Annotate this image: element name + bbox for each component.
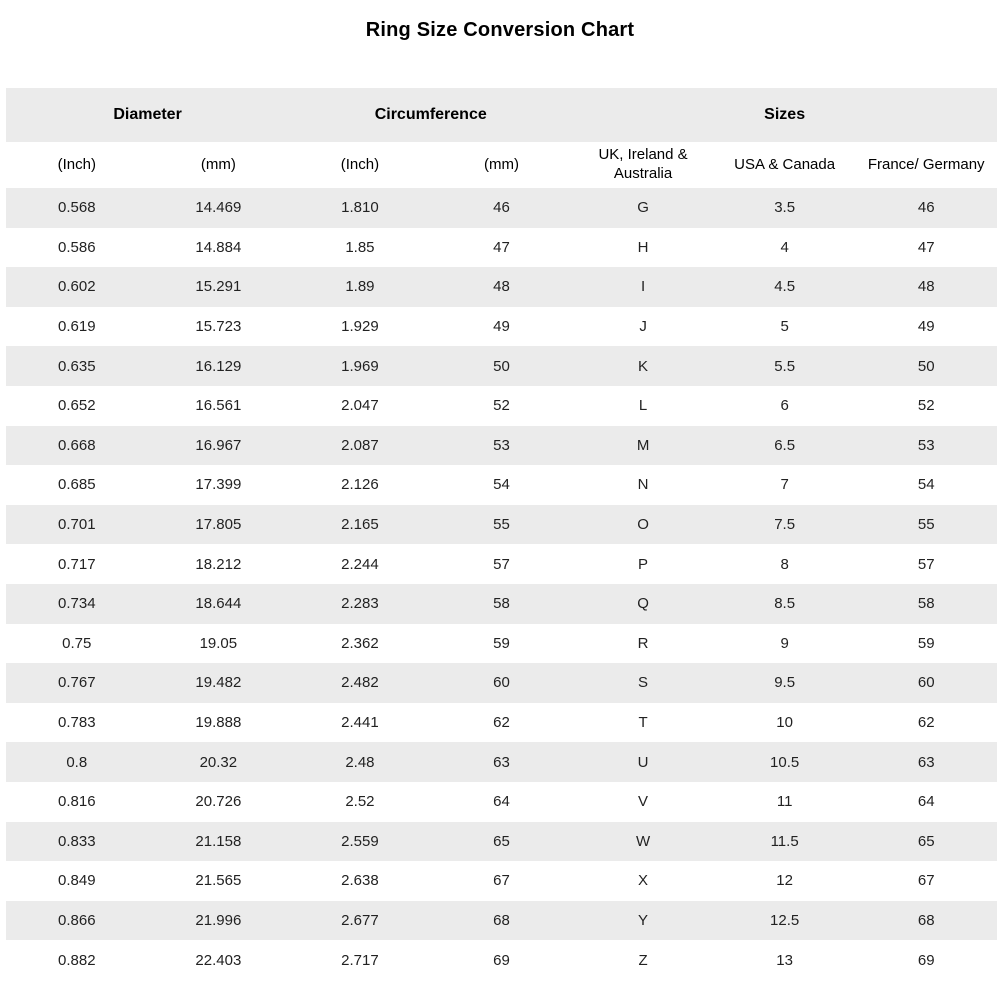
cell-circumference-mm: 65 xyxy=(493,832,510,850)
cell-usa-canada-size: 12 xyxy=(776,872,793,890)
cell-uk-ireland-australia-size: M xyxy=(636,436,650,454)
table-row xyxy=(6,861,997,901)
cell-diameter-mm: 21.565 xyxy=(195,872,242,890)
cell-diameter-mm: 18.212 xyxy=(195,555,242,573)
cell-circumference-inch: 2.677 xyxy=(341,911,379,929)
table-row xyxy=(6,307,997,347)
cell-diameter-mm: 15.723 xyxy=(195,318,242,336)
cell-diameter-inch: 0.816 xyxy=(58,793,96,811)
cell-uk-ireland-australia-size: G xyxy=(637,199,649,217)
cell-usa-canada-size: 12.5 xyxy=(770,911,800,929)
cell-diameter-inch: 0.8 xyxy=(66,753,88,771)
cell-uk-ireland-australia-size: U xyxy=(637,753,649,771)
cell-circumference-mm: 49 xyxy=(493,318,510,336)
cell-diameter-mm: 20.32 xyxy=(199,753,238,771)
table-row xyxy=(6,901,997,941)
cell-uk-ireland-australia-size: L xyxy=(638,397,648,415)
cell-circumference-mm: 62 xyxy=(493,714,510,732)
cell-circumference-mm: 69 xyxy=(493,951,510,969)
table-row xyxy=(6,544,997,584)
cell-diameter-inch: 0.767 xyxy=(58,674,96,692)
cell-diameter-inch: 0.619 xyxy=(58,318,96,336)
cell-usa-canada-size: 5.5 xyxy=(774,357,796,375)
column-header-circumference-inch: (Inch) xyxy=(340,155,380,173)
cell-circumference-mm: 53 xyxy=(493,436,510,454)
cell-circumference-inch: 2.441 xyxy=(341,714,379,732)
cell-uk-ireland-australia-size: K xyxy=(638,357,649,375)
cell-circumference-inch: 2.283 xyxy=(341,595,379,613)
cell-france-germany-size: 55 xyxy=(917,516,935,534)
cell-diameter-inch: 0.717 xyxy=(58,555,96,573)
cell-france-germany-size: 53 xyxy=(917,436,935,454)
cell-circumference-mm: 58 xyxy=(493,595,510,613)
cell-usa-canada-size: 4 xyxy=(780,238,789,256)
group-header-sizes: Sizes xyxy=(764,106,806,123)
cell-france-germany-size: 50 xyxy=(917,357,935,375)
cell-circumference-inch: 2.52 xyxy=(345,793,375,811)
cell-usa-canada-size: 5 xyxy=(780,318,789,336)
cell-circumference-mm: 48 xyxy=(493,278,510,296)
column-header-uk-ireland-australia: UK, Ireland & Australia xyxy=(598,146,688,182)
table-body xyxy=(6,188,997,980)
cell-diameter-inch: 0.833 xyxy=(58,832,96,850)
group-header-diameter: Diameter xyxy=(113,106,182,123)
column-header-circumference-mm: (mm) xyxy=(484,155,519,173)
cell-uk-ireland-australia-size: N xyxy=(637,476,649,494)
cell-diameter-mm: 19.888 xyxy=(195,714,242,732)
column-header-usa-canada: USA & Canada xyxy=(734,155,836,173)
cell-uk-ireland-australia-size: Z xyxy=(638,951,648,969)
cell-circumference-inch: 2.362 xyxy=(341,634,379,652)
table-row xyxy=(6,386,997,426)
cell-usa-canada-size: 6 xyxy=(780,397,789,415)
cell-diameter-inch: 0.602 xyxy=(58,278,96,296)
cell-diameter-inch: 0.635 xyxy=(58,357,96,375)
cell-diameter-mm: 18.644 xyxy=(195,595,242,613)
cell-france-germany-size: 52 xyxy=(917,397,935,415)
table-row xyxy=(6,465,997,505)
cell-diameter-inch: 0.734 xyxy=(58,595,96,613)
cell-usa-canada-size: 6.5 xyxy=(774,436,796,454)
cell-diameter-mm: 16.967 xyxy=(195,436,242,454)
cell-circumference-mm: 47 xyxy=(493,238,510,256)
ring-size-conversion-table xyxy=(6,88,997,980)
table-row xyxy=(6,703,997,743)
cell-diameter-inch: 0.75 xyxy=(62,634,92,652)
cell-usa-canada-size: 9.5 xyxy=(774,674,796,692)
cell-uk-ireland-australia-size: R xyxy=(637,634,649,652)
cell-france-germany-size: 57 xyxy=(917,555,935,573)
cell-diameter-inch: 0.668 xyxy=(58,436,96,454)
cell-france-germany-size: 60 xyxy=(917,674,935,692)
table-row xyxy=(6,228,997,268)
cell-circumference-inch: 1.89 xyxy=(345,278,375,296)
column-header-france-germany: France/ Germany xyxy=(867,155,985,173)
cell-circumference-inch: 2.165 xyxy=(341,516,379,534)
cell-circumference-mm: 59 xyxy=(493,634,510,652)
cell-circumference-mm: 67 xyxy=(493,872,510,890)
cell-france-germany-size: 65 xyxy=(917,832,935,850)
cell-circumference-inch: 2.638 xyxy=(341,872,379,890)
column-header-diameter-inch: (Inch) xyxy=(57,155,96,173)
column-header-diameter-mm: (mm) xyxy=(200,155,236,173)
cell-uk-ireland-australia-size: J xyxy=(639,318,647,336)
cell-france-germany-size: 64 xyxy=(917,793,935,811)
table-row xyxy=(6,822,997,862)
cell-uk-ireland-australia-size: P xyxy=(638,555,649,573)
page-title: Ring Size Conversion Chart xyxy=(365,19,635,41)
cell-circumference-mm: 52 xyxy=(493,397,510,415)
cell-usa-canada-size: 7.5 xyxy=(774,516,796,534)
table-row xyxy=(6,426,997,466)
cell-france-germany-size: 47 xyxy=(917,238,935,256)
cell-diameter-mm: 19.05 xyxy=(199,634,238,652)
cell-diameter-inch: 0.866 xyxy=(58,911,96,929)
table-row xyxy=(6,346,997,386)
cell-france-germany-size: 48 xyxy=(917,278,935,296)
table-row xyxy=(6,742,997,782)
cell-circumference-mm: 63 xyxy=(493,753,510,771)
cell-circumference-inch: 1.929 xyxy=(341,318,379,336)
cell-circumference-mm: 57 xyxy=(493,555,510,573)
cell-circumference-mm: 64 xyxy=(493,793,510,811)
cell-circumference-inch: 2.559 xyxy=(341,832,379,850)
cell-diameter-inch: 0.701 xyxy=(58,516,96,534)
cell-diameter-mm: 17.805 xyxy=(195,516,242,534)
cell-diameter-mm: 15.291 xyxy=(195,278,242,296)
cell-usa-canada-size: 8.5 xyxy=(774,595,796,613)
cell-uk-ireland-australia-size: H xyxy=(637,238,649,256)
table-row xyxy=(6,188,997,228)
cell-usa-canada-size: 7 xyxy=(780,476,789,494)
cell-france-germany-size: 58 xyxy=(917,595,935,613)
cell-diameter-mm: 16.129 xyxy=(195,357,242,375)
cell-diameter-inch: 0.882 xyxy=(58,951,96,969)
cell-circumference-inch: 2.087 xyxy=(341,436,379,454)
cell-diameter-inch: 0.586 xyxy=(58,238,96,256)
cell-usa-canada-size: 3.5 xyxy=(774,199,796,217)
cell-uk-ireland-australia-size: V xyxy=(638,793,649,811)
cell-uk-ireland-australia-size: T xyxy=(638,714,648,732)
cell-usa-canada-size: 10.5 xyxy=(770,753,800,771)
cell-usa-canada-size: 9 xyxy=(780,634,789,652)
cell-uk-ireland-australia-size: O xyxy=(637,516,649,534)
table-row xyxy=(6,267,997,307)
cell-circumference-inch: 2.047 xyxy=(341,397,379,415)
cell-france-germany-size: 67 xyxy=(917,872,935,890)
cell-france-germany-size: 68 xyxy=(917,911,935,929)
cell-usa-canada-size: 11 xyxy=(776,793,793,811)
cell-diameter-mm: 21.158 xyxy=(195,832,242,850)
cell-france-germany-size: 63 xyxy=(917,753,935,771)
cell-usa-canada-size: 11.5 xyxy=(770,832,799,850)
cell-circumference-inch: 2.717 xyxy=(341,951,379,969)
cell-france-germany-size: 59 xyxy=(917,634,935,652)
table-row xyxy=(6,584,997,624)
table-row xyxy=(6,663,997,703)
cell-diameter-inch: 0.568 xyxy=(58,199,96,217)
cell-usa-canada-size: 8 xyxy=(780,555,789,573)
cell-diameter-mm: 14.884 xyxy=(195,238,242,256)
cell-diameter-inch: 0.849 xyxy=(58,872,96,890)
table-row xyxy=(6,505,997,545)
cell-circumference-inch: 1.85 xyxy=(345,238,375,256)
cell-circumference-mm: 60 xyxy=(493,674,510,692)
cell-france-germany-size: 54 xyxy=(917,476,935,494)
cell-diameter-mm: 19.482 xyxy=(195,674,242,692)
table-row xyxy=(6,940,997,980)
cell-uk-ireland-australia-size: Q xyxy=(637,595,649,613)
cell-usa-canada-size: 13 xyxy=(776,951,793,969)
table-subheader-row xyxy=(6,142,997,188)
cell-circumference-mm: 55 xyxy=(493,516,510,534)
cell-circumference-inch: 2.244 xyxy=(341,555,379,573)
cell-circumference-mm: 68 xyxy=(493,911,510,929)
cell-uk-ireland-australia-size: X xyxy=(638,872,649,890)
cell-france-germany-size: 49 xyxy=(917,318,935,336)
cell-france-germany-size: 46 xyxy=(917,199,935,217)
cell-circumference-mm: 46 xyxy=(493,199,510,217)
cell-uk-ireland-australia-size: W xyxy=(635,832,651,850)
cell-circumference-inch: 2.126 xyxy=(341,476,379,494)
table-row xyxy=(6,624,997,664)
cell-uk-ireland-australia-size: Y xyxy=(638,911,649,929)
cell-diameter-mm: 22.403 xyxy=(195,951,242,969)
table-group-header-row xyxy=(6,88,997,142)
cell-diameter-mm: 21.996 xyxy=(195,911,242,929)
cell-diameter-inch: 0.783 xyxy=(58,714,96,732)
cell-uk-ireland-australia-size: S xyxy=(638,674,649,692)
group-header-circumference: Circumference xyxy=(374,106,487,123)
cell-diameter-mm: 20.726 xyxy=(195,793,242,811)
cell-usa-canada-size: 4.5 xyxy=(774,278,796,296)
cell-circumference-inch: 1.969 xyxy=(341,357,379,375)
cell-diameter-inch: 0.652 xyxy=(58,397,96,415)
cell-diameter-inch: 0.685 xyxy=(58,476,96,494)
cell-uk-ireland-australia-size: I xyxy=(640,278,646,296)
cell-diameter-mm: 14.469 xyxy=(195,199,242,217)
cell-circumference-mm: 50 xyxy=(493,357,510,375)
cell-usa-canada-size: 10 xyxy=(776,714,793,732)
cell-diameter-mm: 16.561 xyxy=(195,397,242,415)
cell-france-germany-size: 69 xyxy=(917,951,935,969)
cell-circumference-inch: 2.482 xyxy=(341,674,379,692)
cell-diameter-mm: 17.399 xyxy=(195,476,242,494)
cell-circumference-mm: 54 xyxy=(493,476,510,494)
cell-circumference-inch: 2.48 xyxy=(345,753,375,771)
cell-france-germany-size: 62 xyxy=(917,714,935,732)
cell-circumference-inch: 1.810 xyxy=(341,199,379,217)
table-row xyxy=(6,782,997,822)
